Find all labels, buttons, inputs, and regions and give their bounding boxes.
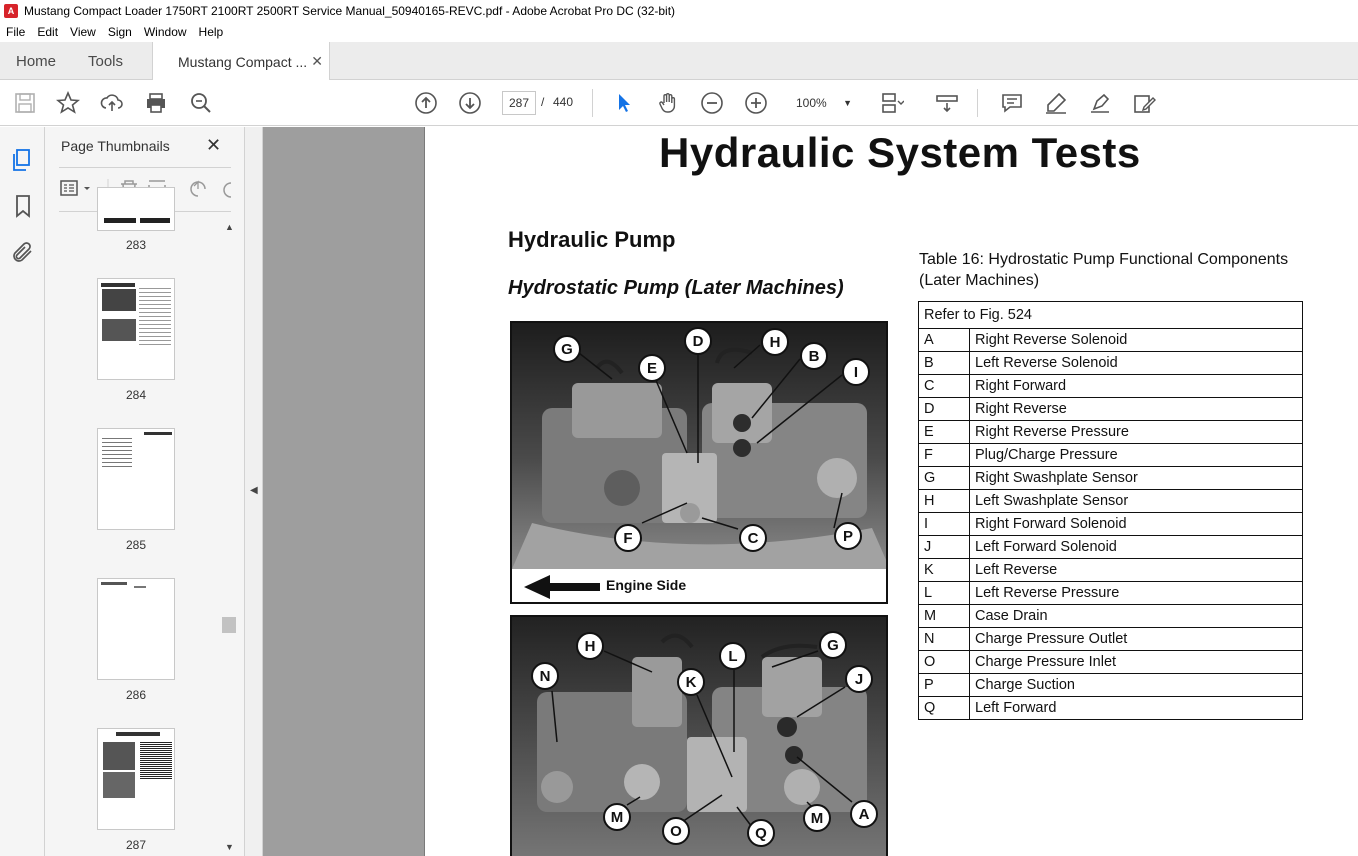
thumbnail-scrollbar[interactable]: [222, 222, 236, 856]
table-row: [919, 352, 1303, 375]
component-letter: E: [919, 421, 970, 444]
table-row: [919, 444, 1303, 467]
component-description: Right Reverse: [970, 398, 1303, 421]
component-description: Left Reverse Pressure: [970, 582, 1303, 605]
callout-g: G: [553, 335, 581, 363]
menu-help[interactable]: Help: [198, 25, 224, 39]
component-letter: O: [919, 651, 970, 674]
callout-q: Q: [747, 819, 775, 847]
page-thumbnail[interactable]: [97, 578, 175, 680]
page-thumbnail[interactable]: [97, 187, 175, 231]
callout-h: H: [761, 328, 789, 356]
component-description: Right Swashplate Sensor: [970, 467, 1303, 490]
table-row: [919, 398, 1303, 421]
component-description: Right Forward: [970, 375, 1303, 398]
bookmark-icon[interactable]: [11, 194, 35, 218]
page-thumbnail[interactable]: [97, 428, 175, 530]
page-total: 440: [553, 95, 574, 109]
page-thumbnail[interactable]: [97, 278, 175, 380]
rotate-clockwise-icon[interactable]: [224, 183, 231, 197]
toolbar-divider: [977, 89, 978, 117]
page-separator: /: [541, 95, 545, 109]
component-description: Left Reverse: [970, 559, 1303, 582]
hand-tool-icon[interactable]: [656, 91, 680, 115]
tab-document[interactable]: [152, 42, 330, 81]
table-row: [919, 559, 1303, 582]
edit-pdf-icon[interactable]: [1132, 91, 1156, 115]
page-title: Hydraulic System Tests: [659, 129, 1141, 176]
acrobat-icon: A: [4, 4, 18, 18]
callout-h: H: [576, 632, 604, 660]
table-row: [919, 329, 1303, 352]
callout-i: I: [842, 358, 870, 386]
component-letter: L: [919, 582, 970, 605]
sign-pen-icon[interactable]: [1088, 91, 1112, 115]
scrollbar-thumb[interactable]: [222, 617, 236, 633]
upload-icon[interactable]: [100, 91, 124, 115]
table-row: [919, 513, 1303, 536]
table-row: [919, 605, 1303, 628]
components-table: [918, 301, 1303, 720]
tab-home[interactable]: Home: [16, 52, 57, 70]
table-row: [919, 651, 1303, 674]
select-cursor-icon[interactable]: [612, 91, 636, 115]
component-letter: I: [919, 513, 970, 536]
page-number-input[interactable]: 287: [502, 91, 536, 115]
callout-n: N: [531, 662, 559, 690]
menu-sign[interactable]: Sign: [107, 25, 132, 39]
window-title: Mustang Compact Loader 1750RT 2100RT 2500RT Service Manual_50940165-REVC.pdf - Adobe Acrobat Pro DC (32-bit): [24, 4, 676, 18]
table-row: [919, 467, 1303, 490]
component-letter: A: [919, 329, 970, 352]
callout-p: P: [834, 522, 862, 550]
thumbnail-options-icon[interactable]: [61, 181, 90, 195]
main-toolbar: [0, 80, 1358, 126]
component-letter: M: [919, 605, 970, 628]
highlight-pen-icon[interactable]: [1044, 91, 1068, 115]
close-panel-icon[interactable]: ✕: [206, 135, 222, 155]
thumbnail-page-label: 283: [125, 238, 147, 252]
table-row: [919, 421, 1303, 444]
component-letter: D: [919, 398, 970, 421]
component-description: Left Forward: [970, 697, 1303, 720]
callout-a: A: [850, 800, 878, 828]
callout-k: K: [677, 668, 705, 696]
pump-photo-top: [510, 321, 888, 604]
table-row: [919, 490, 1303, 513]
callout-o: O: [662, 817, 690, 845]
menu-edit[interactable]: Edit: [37, 25, 59, 39]
document-viewport[interactable]: [263, 127, 1358, 856]
component-description: Right Reverse Solenoid: [970, 329, 1303, 352]
thumbnail-page-label: 285: [125, 538, 147, 552]
table-header-row: [919, 302, 1303, 329]
page-thumbnails-icon[interactable]: [11, 148, 35, 172]
component-letter: N: [919, 628, 970, 651]
component-letter: J: [919, 536, 970, 559]
table-row: [919, 582, 1303, 605]
callout-d: D: [684, 327, 712, 355]
callout-b: B: [800, 342, 828, 370]
table-header: Refer to Fig. 524: [919, 302, 1303, 329]
collapse-arrow-icon: ◀: [250, 485, 258, 496]
component-description: Left Swashplate Sensor: [970, 490, 1303, 513]
left-rail: [0, 127, 45, 856]
toolbar-divider: [592, 89, 593, 117]
component-letter: C: [919, 375, 970, 398]
callout-j: J: [845, 665, 873, 693]
component-letter: K: [919, 559, 970, 582]
tab-bar: [0, 42, 1358, 80]
tab-tools[interactable]: Tools: [88, 52, 124, 70]
panel-title: Page Thumbnails: [61, 138, 170, 154]
zoom-level-value: 100%: [796, 96, 827, 110]
section-heading: Hydraulic Pump: [508, 227, 676, 252]
table-row: [919, 628, 1303, 651]
thumbnail-page-label: 287: [125, 838, 147, 852]
menu-window[interactable]: Window: [143, 25, 187, 39]
component-description: Charge Pressure Outlet: [970, 628, 1303, 651]
pdf-page: [424, 127, 1358, 856]
page-display-icon[interactable]: [880, 91, 904, 115]
table-caption: Table 16: Hydrostatic Pump Functional Components (Later Machines): [919, 251, 1289, 289]
callout-g: G: [819, 631, 847, 659]
chevron-down-icon: ▼: [843, 98, 852, 108]
close-tab-icon[interactable]: ✕: [311, 53, 323, 69]
component-description: Right Forward Solenoid: [970, 513, 1303, 536]
tab-document-label: Mustang Compact ...: [178, 53, 308, 70]
previous-page-icon[interactable]: [414, 91, 438, 115]
window-titlebar: [0, 0, 1358, 22]
page-thumbnail[interactable]: [97, 728, 175, 830]
arrow-left-icon: [522, 569, 602, 604]
scroll-mode-icon[interactable]: [935, 91, 959, 115]
component-description: Left Forward Solenoid: [970, 536, 1303, 559]
component-letter: H: [919, 490, 970, 513]
menu-view[interactable]: View: [70, 25, 96, 39]
table-row: [919, 536, 1303, 559]
collapse-panel-handle[interactable]: [245, 127, 263, 856]
component-description: Case Drain: [970, 605, 1303, 628]
component-description: Left Reverse Solenoid: [970, 352, 1303, 375]
component-letter: F: [919, 444, 970, 467]
callout-c: C: [739, 524, 767, 552]
zoom-in-icon[interactable]: [744, 91, 768, 115]
component-letter: P: [919, 674, 970, 697]
panel-divider: [59, 167, 231, 168]
zoom-out-icon[interactable]: [700, 91, 724, 115]
subsection-heading: Hydrostatic Pump (Later Machines): [508, 277, 844, 299]
menu-bar: [0, 22, 1358, 42]
zoom-search-icon[interactable]: [189, 91, 213, 115]
rotate-counterclockwise-icon[interactable]: [191, 182, 205, 196]
next-page-icon[interactable]: [458, 91, 482, 115]
callout-f: F: [614, 524, 642, 552]
save-icon[interactable]: [13, 91, 37, 115]
engine-side-label: Engine Side: [606, 577, 687, 593]
component-description: Plug/Charge Pressure: [970, 444, 1303, 467]
callout-m: M: [603, 803, 631, 831]
print-icon[interactable]: [144, 91, 168, 115]
engine-side-label-bar: [512, 569, 888, 604]
thumbnail-panel: [45, 127, 245, 856]
callout-e: E: [638, 354, 666, 382]
attachment-icon[interactable]: [11, 240, 35, 264]
component-description: Charge Pressure Inlet: [970, 651, 1303, 674]
component-description: Charge Suction: [970, 674, 1303, 697]
star-icon[interactable]: [56, 91, 80, 115]
thumbnail-page-label: 286: [125, 688, 147, 702]
callout-l: L: [719, 642, 747, 670]
component-description: Right Reverse Pressure: [970, 421, 1303, 444]
component-letter: Q: [919, 697, 970, 720]
chevron-down-icon[interactable]: ▼: [225, 842, 234, 852]
component-letter: G: [919, 467, 970, 490]
callout-m: M: [803, 804, 831, 832]
pump-photo-bottom: [510, 615, 888, 856]
table-row: [919, 697, 1303, 720]
menu-file[interactable]: File: [6, 25, 26, 39]
comment-icon[interactable]: [1000, 91, 1024, 115]
table-row: [919, 375, 1303, 398]
table-row: [919, 674, 1303, 697]
thumbnail-page-label: 284: [125, 388, 147, 402]
zoom-level-dropdown[interactable]: [788, 91, 856, 115]
component-letter: B: [919, 352, 970, 375]
chevron-up-icon[interactable]: ▲: [225, 222, 234, 232]
